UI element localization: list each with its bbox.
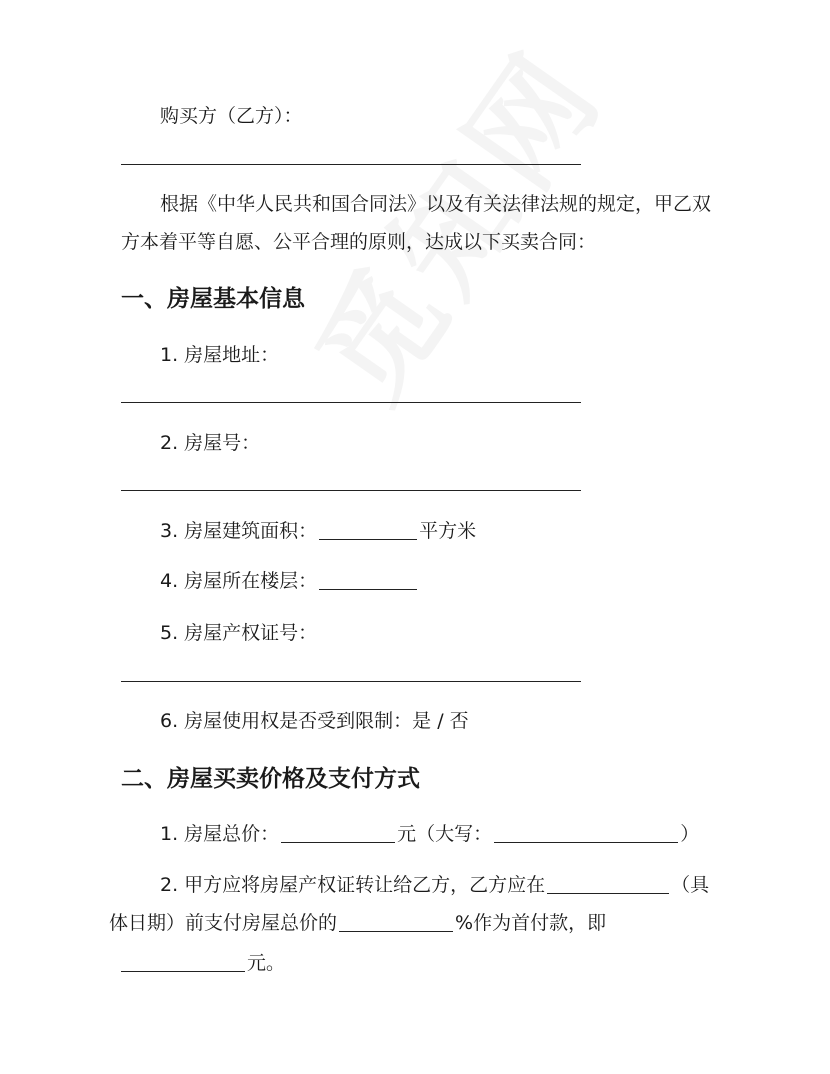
payment-line-2 xyxy=(109,910,606,936)
payment-text-4: %作为首付款，即 xyxy=(455,912,607,934)
total-price-blank xyxy=(281,822,395,843)
house-number-label: 2. 房屋号： xyxy=(160,432,261,454)
buyer-blank-line xyxy=(121,164,581,165)
payment-text-1: 2. 甲方应将房屋产权证转让给乙方，乙方应在 xyxy=(160,874,546,896)
intro-line-2: 方本着平等自愿、公平合理的原则，达成以下买卖合同： xyxy=(121,231,597,253)
payment-line-3 xyxy=(121,950,285,976)
down-payment-percent-blank xyxy=(339,911,453,932)
payment-text-2: （具 xyxy=(671,874,710,896)
building-area-label: 3. 房屋建筑面积： xyxy=(160,520,318,542)
intro-line-1: 根据《中华人民共和国合同法》以及有关法律法规的规定，甲乙双 xyxy=(160,193,712,215)
building-area-unit: 平方米 xyxy=(419,520,477,542)
house-address-label: 1. 房屋地址： xyxy=(160,344,280,366)
payment-text-3: 体日期）前支付房屋总价的 xyxy=(109,912,338,934)
house-address-blank xyxy=(121,402,581,403)
total-price-words-blank xyxy=(494,822,678,843)
floor-blank xyxy=(319,569,417,590)
payment-line-1 xyxy=(160,872,709,898)
section-1-title: 一、房屋基本信息 xyxy=(121,286,305,312)
floor-label: 4. 房屋所在楼层： xyxy=(160,570,318,592)
total-price-label: 1. 房屋总价： xyxy=(160,823,280,845)
usage-restriction-line: 6. 房屋使用权是否受到限制：是 / 否 xyxy=(160,710,469,732)
certificate-number-blank xyxy=(121,681,581,682)
payment-date-blank xyxy=(547,873,669,894)
watermark xyxy=(270,11,635,429)
payment-text-5: 元。 xyxy=(247,952,286,974)
section-2-title: 二、房屋买卖价格及支付方式 xyxy=(121,766,420,792)
building-area-line xyxy=(160,518,476,544)
buyer-label: 购买方（乙方）： xyxy=(160,105,303,127)
total-price-line xyxy=(160,821,699,847)
building-area-blank xyxy=(319,519,417,540)
down-payment-amount-blank xyxy=(121,951,245,972)
house-number-blank xyxy=(121,490,581,491)
certificate-number-label: 5. 房屋产权证号： xyxy=(160,622,318,644)
floor-line xyxy=(160,568,419,594)
total-price-close: ） xyxy=(680,823,700,845)
total-price-unit: 元（大写： xyxy=(397,823,493,845)
